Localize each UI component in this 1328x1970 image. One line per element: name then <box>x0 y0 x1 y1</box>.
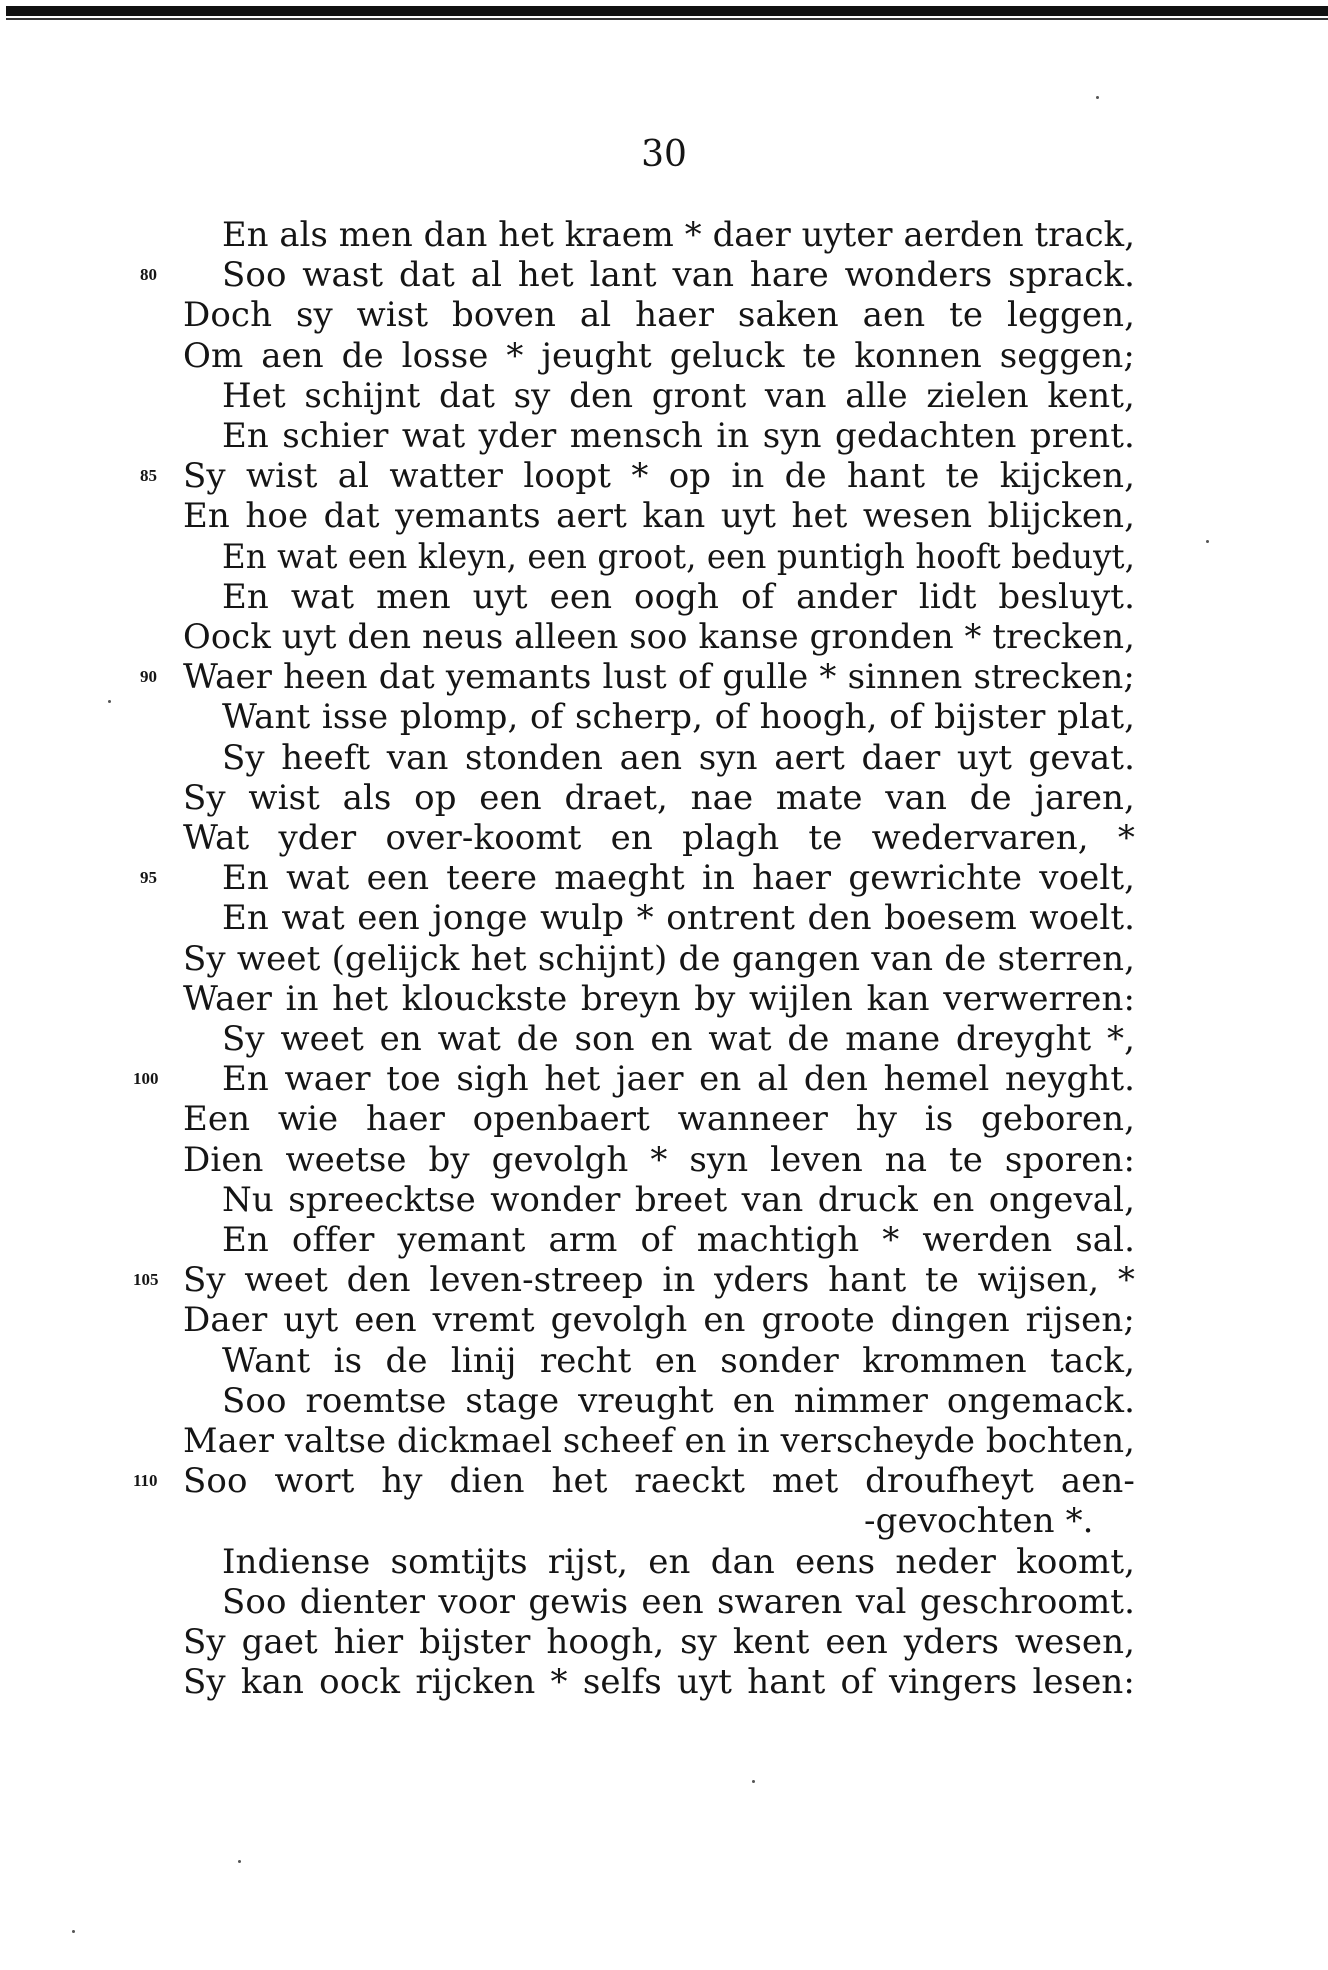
line-text: Doch sy wist boven al haer saken aen te leggen, <box>183 295 1136 336</box>
verse-line <box>0 496 1328 536</box>
verse-line <box>0 1059 1328 1099</box>
line-number: 85 <box>140 466 157 486</box>
print-speck <box>238 1860 241 1863</box>
line-text: Soo dienter voor gewis een swaren val geschroomt. <box>222 1581 1135 1622</box>
print-speck <box>1206 540 1209 543</box>
line-text: En wat men uyt een oogh of ander lidt besluyt. <box>222 576 1135 617</box>
line-text: Sy gaet hier bijster hoogh, sy kent een yders wesen, <box>183 1622 1136 1662</box>
line-text: Soo wast dat al het lant van hare wonders sprack. <box>222 255 1136 296</box>
line-text: En als men dan het kraem * daer uyter aerden track, <box>222 215 1136 255</box>
line-text: Het schijnt dat sy den gront van alle zielen kent, <box>222 375 1135 416</box>
verse-line <box>0 537 1328 577</box>
line-number: 100 <box>133 1069 159 1089</box>
verse-line <box>0 416 1328 456</box>
line-number: 105 <box>133 1270 159 1290</box>
verse-line <box>0 1662 1328 1702</box>
top-border-rule <box>6 6 1328 16</box>
verse-line <box>0 456 1328 496</box>
top-border-rule-thin <box>6 18 1328 20</box>
line-text: Soo roemtse stage vreught en nimmer ongemack. <box>222 1380 1136 1421</box>
line-text: Oock uyt den neus alleen soo kanse gronden * trecken, <box>183 617 1135 657</box>
line-text: -gevochten *. <box>864 1501 1094 1542</box>
verse-line <box>0 657 1328 697</box>
verse-line <box>0 215 1328 255</box>
verse-line <box>0 577 1328 617</box>
line-text: Want is de linij recht en sonder krommen tack, <box>222 1340 1135 1381</box>
print-speck <box>72 1930 75 1933</box>
line-number: 95 <box>140 868 157 888</box>
verse-line <box>0 778 1328 818</box>
line-number: 80 <box>140 265 157 285</box>
line-text: Waer heen dat yemants lust of gulle * sinnen strecken; <box>183 657 1135 698</box>
verse-line <box>0 1099 1328 1139</box>
line-text: Sy heeft van stonden aen syn aert daer uyt gevat. <box>222 737 1135 778</box>
line-text: En offer yemant arm of machtigh * werden sal. <box>222 1220 1136 1260</box>
line-text: En hoe dat yemants aert kan uyt het wesen blijcken, <box>183 496 1135 537</box>
line-text: Waer in het klouckste breyn by wijlen kan verwerren: <box>183 978 1136 1019</box>
line-text: Dien weetse by gevolgh * syn leven na te sporen: <box>183 1139 1136 1180</box>
verse-line <box>0 1140 1328 1180</box>
line-text: Want isse plomp, of scherp, of hoogh, of bijster plat, <box>222 697 1135 738</box>
verse-line <box>0 1300 1328 1340</box>
verse-line <box>0 858 1328 898</box>
line-number: 90 <box>140 667 157 687</box>
line-text: Sy wist als op een draet, nae mate van de jaren, <box>183 777 1135 818</box>
line-text: Indiense somtijts rijst, en dan eens neder koomt, <box>222 1541 1136 1582</box>
verse-line <box>0 1542 1328 1582</box>
page-number: 30 <box>641 134 687 175</box>
verse-line <box>0 376 1328 416</box>
verse-line <box>0 1180 1328 1220</box>
verse-line <box>0 1341 1328 1381</box>
verse-line <box>0 697 1328 737</box>
print-speck <box>752 1780 755 1783</box>
verse-line <box>0 1622 1328 1662</box>
verse-line <box>0 1461 1328 1501</box>
line-text: Daer uyt een vremt gevolgh en groote dingen rijsen; <box>183 1300 1135 1341</box>
verse-line <box>0 1421 1328 1461</box>
verse-line <box>0 617 1328 657</box>
line-text: Sy weet en wat de son en wat de mane dreyght *, <box>222 1019 1136 1059</box>
verse-line <box>0 1220 1328 1260</box>
line-text: En wat een teere maeght in haer gewrichte voelt, <box>222 858 1136 899</box>
verse-line <box>0 1019 1328 1059</box>
verse-line <box>0 1260 1328 1300</box>
print-speck <box>108 700 111 703</box>
line-text: Sy kan oock rijcken * selfs uyt hant of vingers lesen: <box>183 1662 1135 1703</box>
line-text: Een wie haer openbaert wanneer hy is geboren, <box>183 1099 1135 1140</box>
line-text: Sy weet (gelijck het schijnt) de gangen van de sterren, <box>183 938 1135 979</box>
line-text: En wat een jonge wulp * ontrent den boesem woelt. <box>222 898 1136 939</box>
verse-line <box>0 1381 1328 1421</box>
print-speck <box>1096 96 1099 99</box>
verse-line <box>0 1582 1328 1622</box>
verse-line <box>0 939 1328 979</box>
line-text: Sy weet den leven-streep in yders hant te wijsen, * <box>183 1260 1135 1301</box>
verse-line <box>0 295 1328 335</box>
line-number: 110 <box>133 1471 158 1491</box>
line-text: Nu spreecktse wonder breet van druck en ongeval, <box>222 1179 1136 1220</box>
verse-line <box>0 336 1328 376</box>
line-text: En schier wat yder mensch in syn gedachten prent. <box>222 416 1135 456</box>
line-text: Wat yder over-koomt en plagh te wedervaren, * <box>183 818 1136 858</box>
verse-line <box>0 255 1328 295</box>
verse-line <box>0 818 1328 858</box>
line-text: Sy wist al watter loopt * op in de hant te kijcken, <box>183 456 1135 497</box>
line-text: En waer toe sigh het jaer en al den hemel neyght. <box>222 1059 1136 1100</box>
line-text: Om aen de losse * jeught geluck te konnen seggen; <box>183 335 1135 376</box>
verse-line <box>0 979 1328 1019</box>
verse-line <box>0 1501 1328 1541</box>
line-text: En wat een kleyn, een groot, een puntigh hooft beduyt, <box>222 536 1136 577</box>
line-text: Maer valtse dickmael scheef en in verscheyde bochten, <box>183 1421 1135 1461</box>
verse-line <box>0 898 1328 938</box>
verse-line <box>0 738 1328 778</box>
line-text: Soo wort hy dien het raeckt met droufheyt aen- <box>183 1461 1135 1502</box>
